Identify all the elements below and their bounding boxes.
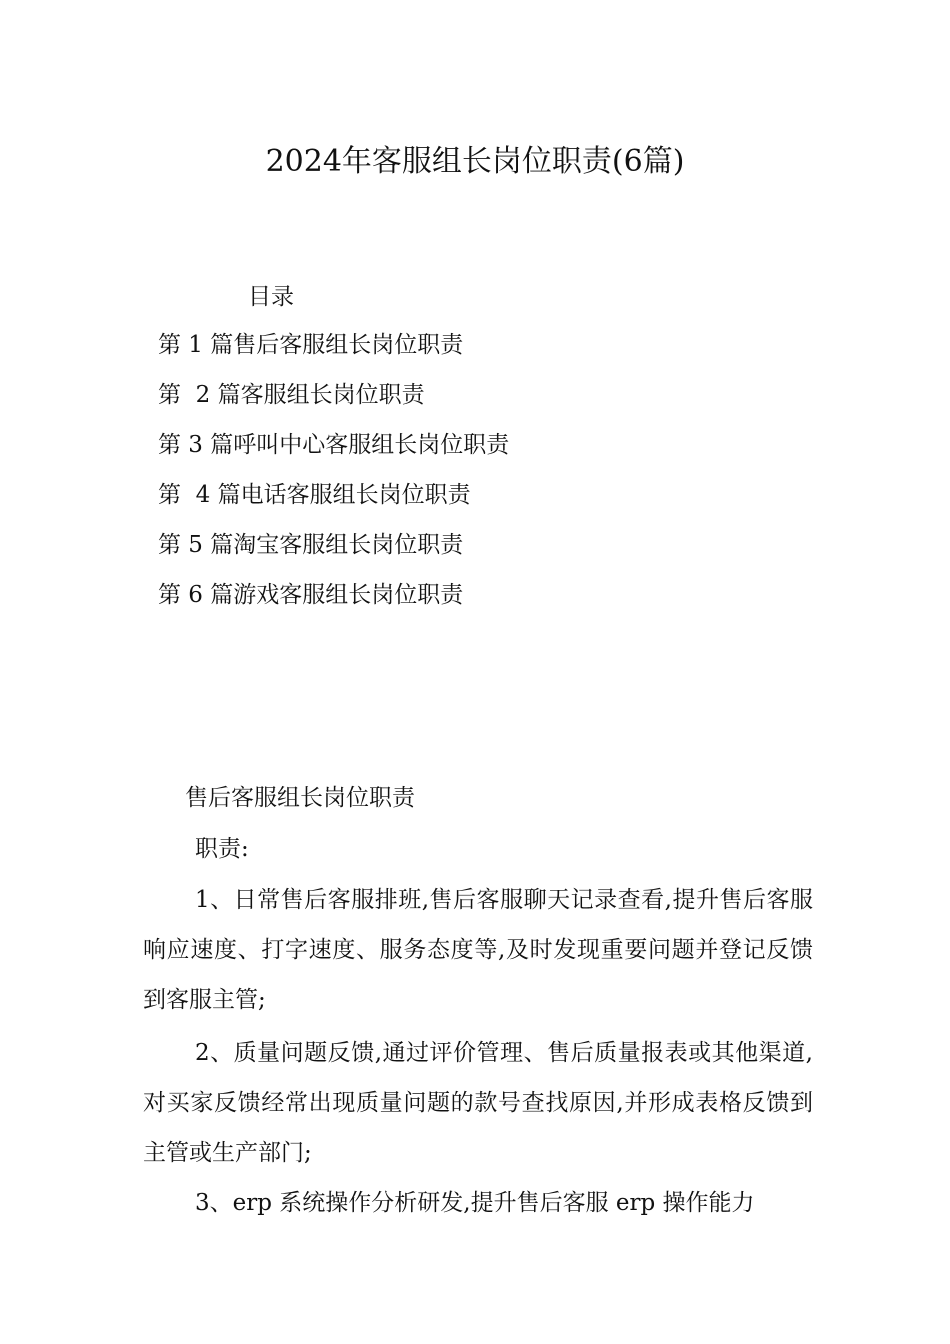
table-of-contents: [158, 330, 509, 630]
toc-item-1: 第 1 篇售后客服组长岗位职责: [158, 332, 464, 358]
toc-item-4: 第 4 篇电话客服组长岗位职责: [158, 482, 471, 508]
duty-label: 职责:: [195, 836, 249, 862]
duty-paragraph-1: 1、日常售后客服排班,售后客服聊天记录查看,提升售后客服响应速度、打字速度、服务态度等,及时发现重要问题并登记反馈到客服主管;: [143, 887, 813, 1013]
toc-item-6: 第 6 篇游戏客服组长岗位职责: [158, 582, 464, 608]
toc-item-5: 第 5 篇淘宝客服组长岗位职责: [158, 532, 464, 558]
toc-heading: 目录: [248, 284, 294, 310]
section-title: 售后客服组长岗位职责: [185, 785, 415, 811]
duty-paragraph-3: 3、erp 系统操作分析研发,提升售后客服 erp 操作能力: [195, 1190, 755, 1216]
toc-item-2: 第 2 篇客服组长岗位职责: [158, 382, 425, 408]
toc-item-3: 第 3 篇呼叫中心客服组长岗位职责: [158, 432, 510, 458]
duty-paragraph-2: 2、质量问题反馈,通过评价管理、售后质量报表或其他渠道,对买家反馈经常出现质量问题的款号查找原因,并形成表格反馈到主管或生产部门;: [143, 1040, 813, 1166]
document-title: 2024年客服组长岗位职责(6篇): [265, 144, 685, 179]
